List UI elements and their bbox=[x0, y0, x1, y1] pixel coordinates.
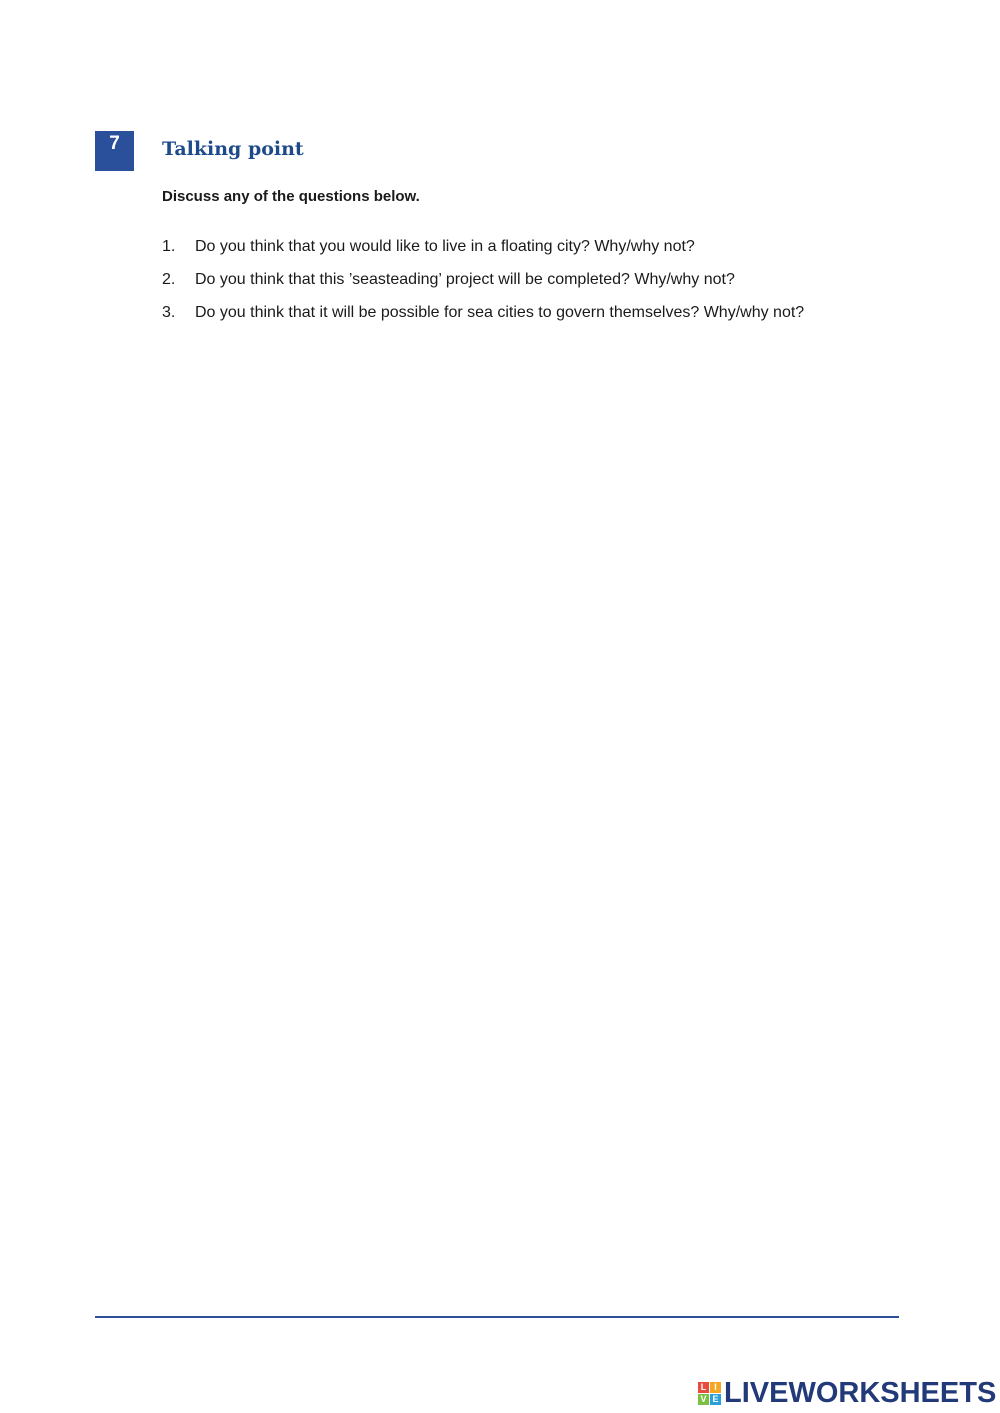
liveworksheets-logo bbox=[698, 1378, 996, 1408]
section-number-badge: 7 bbox=[95, 131, 134, 171]
question-item bbox=[162, 302, 804, 335]
logo-text: LIVEWORKSHEETS bbox=[724, 1377, 997, 1409]
question-number: 2. bbox=[162, 271, 176, 288]
section-title: Talking point bbox=[162, 138, 304, 160]
question-text: Do you think that it will be possible for sea cities to govern themselves? Why/why not? bbox=[195, 304, 805, 321]
logo-mark-letter: E bbox=[710, 1394, 721, 1405]
question-number: 1. bbox=[162, 238, 176, 255]
footer-divider bbox=[95, 1316, 899, 1318]
logo-mark-letter: I bbox=[710, 1382, 721, 1393]
logo-mark-icon bbox=[698, 1382, 721, 1405]
instructions-text: Discuss any of the questions below. bbox=[162, 188, 420, 205]
question-text: Do you think that you would like to live in a floating city? Why/why not? bbox=[195, 238, 695, 255]
question-item bbox=[162, 269, 804, 302]
logo-mark-letter: V bbox=[698, 1394, 709, 1405]
logo-mark-letter: L bbox=[698, 1382, 709, 1393]
question-number: 3. bbox=[162, 304, 176, 321]
question-text: Do you think that this ’seasteading’ project will be completed? Why/why not? bbox=[195, 271, 735, 288]
question-list bbox=[162, 236, 804, 335]
question-item bbox=[162, 236, 804, 269]
